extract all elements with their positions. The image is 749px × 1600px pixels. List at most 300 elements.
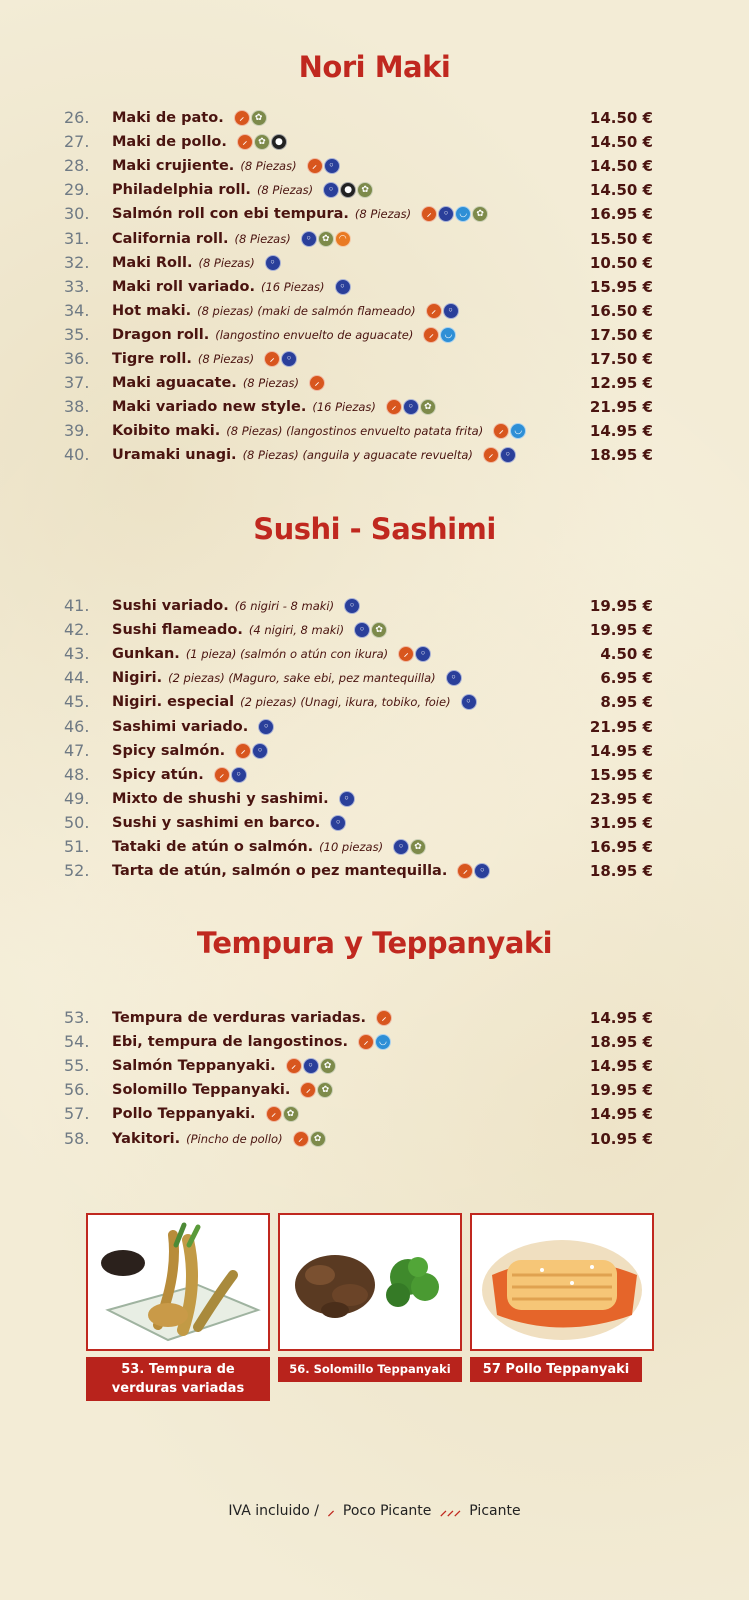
fish-icon: ◦: [344, 598, 360, 614]
fish-icon: ◦: [461, 694, 477, 710]
chili-icon: ⸝: [457, 863, 473, 879]
item-name-wrap: [112, 275, 351, 299]
photo-pollo: [470, 1213, 654, 1351]
section-title-tempura: Tempura y Teppanyaki: [196, 926, 553, 960]
allergen-icons: [264, 351, 297, 367]
menu-item-row: [0, 594, 749, 618]
item-price: 19.95 €: [589, 597, 653, 615]
item-price: 23.95 €: [589, 789, 653, 808]
allergen-icons: [493, 423, 526, 439]
item-name-wrap: [112, 715, 274, 739]
footer-legend: [0, 1501, 749, 1520]
item-name: Sushi y sashimi en barco.: [112, 814, 321, 831]
item-price: 14.50 €: [589, 109, 653, 127]
fish-icon: ◦: [330, 815, 346, 831]
caption-line: 56. Solomillo Teppanyaki: [289, 1362, 451, 1376]
shell-icon: ◡: [440, 327, 456, 343]
fish-icon: ◦: [354, 622, 370, 638]
menu-item-row: [0, 299, 749, 323]
chili-icon: ⸝: [235, 743, 251, 759]
item-description: (2 piezas) (Maguro, sake ebi, pez mantequilla): [168, 671, 436, 686]
item-number: 55.: [64, 1056, 90, 1076]
item-name: Sushi flameado.: [112, 622, 243, 639]
item-price: 16.95 €: [589, 838, 653, 856]
item-description: (4 nigiri, 8 maki): [248, 623, 345, 638]
menu-item-row: [0, 787, 749, 811]
menu-item-row: [0, 1006, 749, 1030]
item-number: 44.: [64, 668, 90, 688]
menu-item-row: [0, 1127, 749, 1151]
allergen-icons: [335, 279, 351, 295]
chili-icon: ⸝: [264, 351, 280, 367]
menu-item-row: [0, 275, 749, 299]
fish-icon: ◦: [323, 182, 339, 198]
menu-item-row: [0, 618, 749, 642]
item-name: Dragon roll.: [112, 326, 210, 343]
item-name-wrap: [112, 106, 267, 130]
item-price: 10.50 €: [589, 253, 653, 272]
item-name: Nigiri. especial: [112, 694, 235, 711]
item-number: 43.: [64, 644, 90, 664]
allergen-icons: [301, 231, 351, 247]
item-description: (16 Piezas): [312, 400, 376, 415]
item-price: 8.95 €: [600, 693, 653, 712]
shell-icon: ◡: [455, 206, 471, 222]
chili-icon: ⸝: [398, 646, 414, 662]
item-name-wrap: [112, 1054, 336, 1078]
fish-icon: ◦: [335, 279, 351, 295]
fish-icon: ◦: [438, 206, 454, 222]
item-number: 56.: [64, 1080, 90, 1100]
allergen-icons: [354, 622, 387, 638]
item-name-wrap: [112, 154, 340, 178]
item-price: 18.95 €: [589, 1033, 653, 1052]
allergen-icons: [214, 767, 247, 783]
item-number: 48.: [64, 764, 90, 784]
item-name: Mixto de shushi y sashimi.: [112, 790, 329, 807]
menu-item-row: [0, 642, 749, 666]
item-name-wrap: [112, 299, 459, 323]
allergen-icons: [309, 375, 325, 391]
item-name-wrap: [112, 690, 477, 714]
item-price: 18.95 €: [589, 446, 653, 465]
footer-mild-text: Poco Picante: [342, 1503, 432, 1519]
chili-icon: ⸝: [266, 1106, 282, 1122]
item-price: 4.50 €: [600, 645, 653, 664]
item-description: (16 Piezas): [260, 279, 325, 294]
footer-spicy-text: Picante: [469, 1503, 521, 1519]
item-price: 19.95 €: [589, 621, 653, 640]
item-description: (6 nigiri - 8 maki): [234, 599, 335, 613]
item-name-wrap: [112, 594, 360, 618]
item-number: 33.: [64, 276, 90, 296]
item-price: 6.95 €: [600, 669, 653, 688]
item-description: (8 Piezas): [354, 207, 412, 222]
footer-vat-text: IVA incluido /: [228, 1503, 319, 1519]
menu-item-row: [0, 443, 749, 467]
item-price: 16.50 €: [589, 301, 653, 320]
item-name-wrap: [112, 739, 268, 763]
menu-item-row: [0, 811, 749, 835]
photo-gallery: [86, 1213, 666, 1396]
item-description: (Pincho de pollo): [186, 1131, 283, 1146]
veg-icon: ✿: [251, 110, 267, 126]
item-name: Sushi variado.: [112, 598, 229, 614]
item-name: Pollo Teppanyaki.: [112, 1106, 256, 1123]
chili-icon: ⸝: [293, 1131, 309, 1147]
menu-item-row: [0, 715, 749, 739]
item-description: (8 Piezas) (langostinos envuelto patata frita): [226, 424, 484, 439]
allergen-icons: [423, 327, 456, 343]
fish-icon: ◦: [500, 447, 516, 463]
item-name-wrap: [112, 642, 431, 666]
item-number: 49.: [64, 788, 90, 808]
allergen-icons: [237, 134, 287, 150]
item-name: Maki Roll.: [112, 254, 193, 271]
item-description: (8 Piezas): [197, 352, 255, 366]
shell-icon: ◡: [375, 1034, 391, 1050]
allergen-icons: [386, 399, 436, 415]
fish-icon: ◦: [403, 399, 419, 415]
item-number: 35.: [64, 324, 90, 344]
chili-icon: ⸝: [307, 158, 323, 174]
item-name: Tarta de atún, salmón o pez mantequilla.: [112, 863, 448, 880]
item-name: Maki variado new style.: [112, 399, 307, 416]
item-number: 40.: [64, 445, 90, 465]
item-price: 21.95 €: [589, 717, 653, 736]
menu-item-row: [0, 419, 749, 443]
item-name-wrap: [112, 1102, 299, 1126]
item-price: 14.50 €: [589, 133, 653, 152]
menu-item-row: [0, 835, 749, 859]
item-number: 42.: [64, 620, 90, 640]
item-number: 57.: [64, 1104, 90, 1124]
item-number: 50.: [64, 812, 90, 832]
crab-icon: ◠: [335, 231, 351, 247]
allergen-icons: [258, 719, 274, 735]
item-name: Spicy atún.: [112, 766, 204, 783]
veg-icon: ✿: [310, 1131, 326, 1147]
veg-icon: ✿: [254, 134, 270, 150]
item-price: 18.95 €: [589, 862, 653, 881]
item-name-wrap: [112, 371, 325, 395]
allergen-icons: [300, 1082, 333, 1098]
chili-icon: ⸝: [376, 1010, 392, 1026]
item-name: Sashimi variado.: [112, 718, 249, 735]
item-name-wrap: [112, 787, 355, 811]
item-description: (8 piezas) (maki de salmón flameado): [197, 303, 416, 318]
menu-item-row: [0, 1054, 749, 1078]
chili-icon: ⸝: [300, 1082, 316, 1098]
menu-item-row: [0, 666, 749, 690]
menu-item-row: [0, 371, 749, 395]
fish-icon: ◦: [474, 863, 490, 879]
allergen-icons: [376, 1010, 392, 1026]
item-price: 14.95 €: [589, 741, 653, 760]
fish-icon: ◦: [265, 255, 281, 271]
item-description: (8 Piezas): [242, 376, 300, 391]
chili-icon: ⸝: [234, 110, 250, 126]
chili-icon: ⸝: [493, 423, 509, 439]
item-name: Maki crujiente.: [112, 158, 235, 175]
item-name: Tigre roll.: [112, 351, 192, 367]
item-description: (8 Piezas): [198, 255, 255, 270]
item-name-wrap: [112, 1030, 391, 1054]
item-name: Maki roll variado.: [112, 278, 255, 295]
item-name-wrap: [112, 835, 426, 859]
item-name: Maki aguacate.: [112, 375, 237, 392]
item-name-wrap: [112, 347, 297, 371]
item-description: (langostino envuelto de aguacate): [215, 327, 414, 342]
allergen-icons: [358, 1034, 391, 1050]
item-name: Tataki de atún o salmón.: [112, 839, 314, 855]
item-name-wrap: [112, 1127, 326, 1151]
fish-icon: ◦: [252, 743, 268, 759]
veg-icon: ✿: [320, 1058, 336, 1074]
item-name: Salmón roll con ebi tempura.: [112, 206, 349, 223]
item-name: Tempura de verduras variadas.: [112, 1010, 367, 1026]
item-name-wrap: [112, 859, 490, 883]
veg-icon: ✿: [410, 839, 426, 855]
allergen-icons: [307, 158, 340, 174]
menu-item-row: [0, 739, 749, 763]
item-number: 54.: [64, 1032, 90, 1052]
fish-icon: ◦: [339, 791, 355, 807]
item-price: 15.95 €: [589, 765, 653, 784]
menu-item-row: [0, 1030, 749, 1054]
allergen-icons: [483, 447, 516, 463]
item-number: 45.: [64, 692, 90, 712]
item-price: 15.95 €: [589, 277, 653, 296]
item-name-wrap: [112, 811, 346, 835]
allergen-icons: [293, 1131, 326, 1147]
item-number: 28.: [64, 156, 90, 176]
chili-icon: ⸝: [426, 303, 442, 319]
menu-item-row: [0, 859, 749, 883]
photo-solomillo: [278, 1213, 462, 1351]
photo-caption-tempura: [86, 1357, 270, 1401]
item-price: 17.50 €: [589, 325, 653, 344]
item-name: California roll.: [112, 230, 229, 247]
item-name: Spicy salmón.: [112, 742, 226, 759]
photo-caption-solomillo: [278, 1357, 462, 1382]
allergen-icons: [426, 303, 459, 319]
menu-item-row: [0, 1102, 749, 1126]
fish-icon: ◦: [281, 351, 297, 367]
item-name-wrap: [112, 419, 526, 443]
chili-icon: ⸝: [237, 134, 253, 150]
item-description: (8 Piezas): [240, 159, 297, 174]
veg-icon: ✿: [371, 622, 387, 638]
fish-icon: ◦: [258, 719, 274, 735]
item-name: Maki de pato.: [112, 110, 224, 126]
photo-caption-pollo: [470, 1357, 642, 1382]
item-number: 29.: [64, 180, 90, 200]
allergen-icons: [265, 255, 281, 271]
allergen-icons: [461, 694, 477, 710]
item-name: Maki de pollo.: [112, 134, 227, 151]
chili-icon: ⸝: [286, 1058, 302, 1074]
menu-item-row: [0, 251, 749, 275]
item-name-wrap: [112, 323, 456, 347]
caption-line: 53. Tempura de: [121, 1362, 235, 1377]
item-name-wrap: [112, 227, 351, 251]
veg-icon: ✿: [357, 182, 373, 198]
item-price: 15.50 €: [589, 229, 653, 248]
item-description: (8 Piezas): [234, 231, 291, 246]
chili-icon: ⸝: [309, 375, 325, 391]
allergen-icons: [344, 598, 360, 614]
item-price: 19.95 €: [589, 1081, 653, 1100]
menu-item-row: [0, 130, 749, 154]
item-number: 46.: [64, 716, 90, 736]
item-number: 37.: [64, 373, 90, 393]
menu-item-row: [0, 763, 749, 787]
item-number: 53.: [64, 1008, 90, 1027]
allergen-icons: [398, 646, 431, 662]
item-number: 51.: [64, 837, 90, 856]
allergen-icons: [286, 1058, 336, 1074]
menu-item-row: [0, 1078, 749, 1102]
menu-item-row: [0, 347, 749, 371]
allergen-icons: [266, 1106, 299, 1122]
allergen-icons: [235, 743, 268, 759]
item-price: 31.95 €: [589, 813, 653, 832]
item-name-wrap: [112, 763, 247, 787]
fish-icon: ◦: [415, 646, 431, 662]
item-number: 27.: [64, 132, 90, 152]
fish-icon: ◦: [393, 839, 409, 855]
fish-icon: ◦: [443, 303, 459, 319]
allergen-icons: [339, 791, 355, 807]
allergen-icons: [330, 815, 346, 831]
item-number: 30.: [64, 204, 90, 224]
item-description: (1 pieza) (salmón o atún con ikura): [185, 647, 389, 662]
item-name-wrap: [112, 202, 488, 226]
item-number: 47.: [64, 740, 90, 760]
allergen-icons: [234, 110, 267, 126]
item-price: 14.95 €: [589, 1105, 653, 1124]
chili-single-icon: ⸝: [327, 1503, 335, 1519]
item-price: 14.95 €: [589, 422, 653, 441]
item-description: (2 piezas) (Unagi, ikura, tobiko, foie): [240, 695, 451, 710]
chili-icon: ⸝: [386, 399, 402, 415]
fish-icon: ◦: [231, 767, 247, 783]
item-price: 10.95 €: [589, 1129, 653, 1148]
item-number: 26.: [64, 108, 90, 127]
chili-icon: ⸝: [423, 327, 439, 343]
item-name-wrap: [112, 1006, 392, 1030]
item-number: 32.: [64, 252, 90, 272]
item-price: 14.50 €: [589, 181, 653, 200]
shell-icon: ◡: [510, 423, 526, 439]
fish-icon: ◦: [446, 670, 462, 686]
fish-icon: ◦: [303, 1058, 319, 1074]
item-price: 14.95 €: [589, 1057, 653, 1076]
veg-icon: ✿: [283, 1106, 299, 1122]
egg-icon: ●: [340, 182, 356, 198]
item-price: 14.95 €: [589, 1009, 653, 1027]
veg-icon: ✿: [318, 231, 334, 247]
item-name-wrap: [112, 251, 281, 275]
item-name: Salmón Teppanyaki.: [112, 1058, 276, 1075]
item-number: 38.: [64, 397, 90, 417]
fish-icon: ◦: [324, 158, 340, 174]
veg-icon: ✿: [472, 206, 488, 222]
item-name-wrap: [112, 395, 436, 419]
menu-item-row: [0, 690, 749, 714]
egg-icon: ●: [271, 134, 287, 150]
item-name-wrap: [112, 1078, 333, 1102]
chili-icon: ⸝: [483, 447, 499, 463]
item-name: Uramaki unagi.: [112, 447, 237, 464]
allergen-icons: [446, 670, 462, 686]
item-name: Nigiri.: [112, 670, 163, 687]
allergen-icons: [457, 863, 490, 879]
chili-icon: ⸝: [421, 206, 437, 222]
photo-tempura: [86, 1213, 270, 1351]
item-number: 41.: [64, 596, 90, 615]
item-name: Gunkan.: [112, 646, 180, 663]
veg-icon: ✿: [420, 399, 436, 415]
allergen-icons: [393, 839, 426, 855]
item-description: (10 piezas): [319, 840, 384, 854]
chili-triple-icon: ⸝⸝⸝: [439, 1503, 461, 1519]
section-title-nori-maki: Nori Maki: [298, 50, 451, 84]
caption-line: 57 Pollo Teppanyaki: [482, 1362, 630, 1377]
item-number: 39.: [64, 421, 90, 441]
item-name: Solomillo Teppanyaki.: [112, 1082, 291, 1099]
item-name-wrap: [112, 130, 287, 154]
item-number: 36.: [64, 349, 90, 368]
allergen-icons: [323, 182, 373, 198]
chili-icon: ⸝: [214, 767, 230, 783]
item-price: 14.50 €: [589, 157, 653, 176]
menu-item-row: [0, 323, 749, 347]
item-price: 16.95 €: [589, 205, 653, 224]
item-name-wrap: [112, 618, 387, 642]
item-price: 17.50 €: [589, 350, 653, 368]
item-name-wrap: [112, 178, 373, 202]
item-description: (8 Piezas) (anguila y aguacate revuelta): [242, 448, 473, 463]
item-name-wrap: [112, 443, 516, 467]
fish-icon: ◦: [301, 231, 317, 247]
allergen-icons: [421, 206, 488, 222]
section-title-sushi-sashimi: Sushi - Sashimi: [253, 512, 496, 546]
item-name-wrap: [112, 666, 462, 690]
chili-icon: ⸝: [358, 1034, 374, 1050]
item-price: 12.95 €: [589, 374, 653, 393]
item-number: 52.: [64, 861, 90, 881]
veg-icon: ✿: [317, 1082, 333, 1098]
item-number: 34.: [64, 300, 90, 320]
menu-item-row: [0, 178, 749, 202]
menu-item-row: [0, 202, 749, 226]
menu-item-row: [0, 395, 749, 419]
caption-line: verduras variadas: [111, 1381, 245, 1396]
menu-item-row: [0, 227, 749, 251]
item-number: 31.: [64, 228, 90, 248]
item-name: Philadelphia roll.: [112, 182, 251, 199]
item-name: Hot maki.: [112, 302, 192, 319]
menu-item-row: [0, 106, 749, 130]
item-name: Koibito maki.: [112, 423, 221, 440]
menu-item-row: [0, 154, 749, 178]
item-number: 58.: [64, 1128, 90, 1148]
item-name: Ebi, tempura de langostinos.: [112, 1034, 349, 1051]
item-description: (8 Piezas): [256, 183, 314, 198]
item-price: 21.95 €: [589, 398, 653, 417]
